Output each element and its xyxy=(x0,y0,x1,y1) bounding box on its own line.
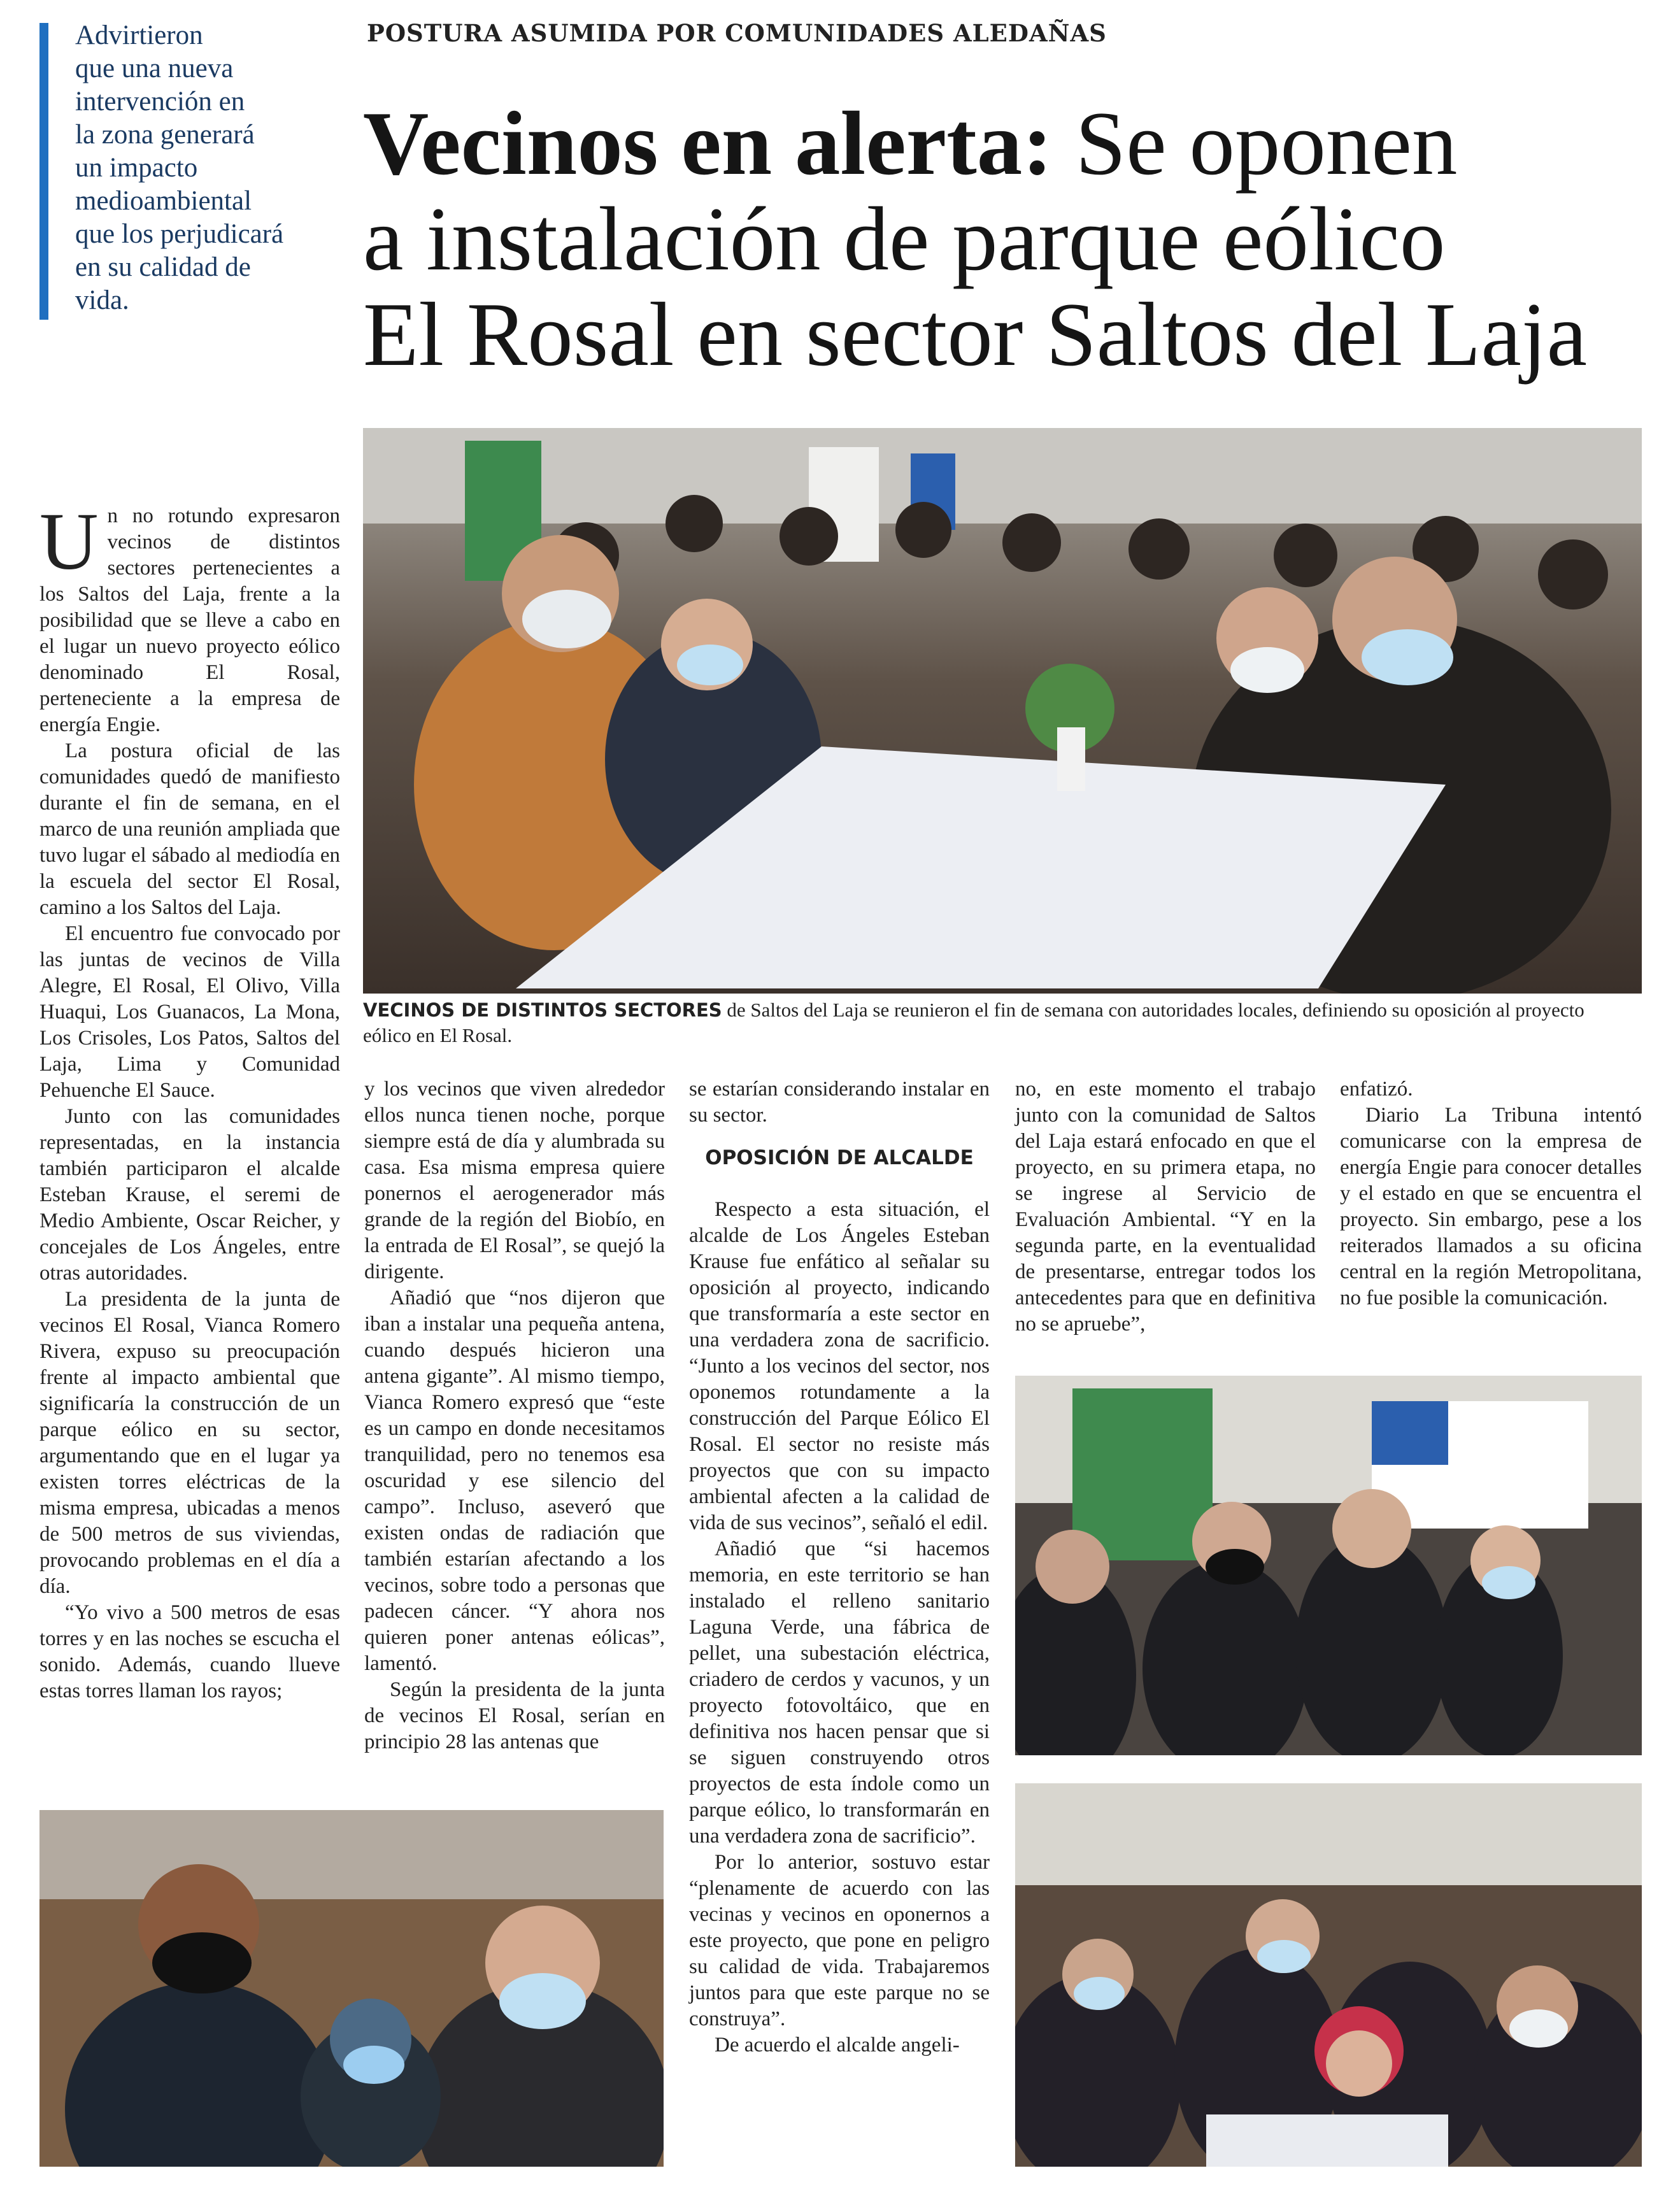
col4-paragraph-1: no, en este momento el trabajo junto con la comunidad de Saltos del Laja estará enfocado en que el proyecto, en su primera etapa, no se ingrese al Servicio de Evaluación Ambiental. “Y en la segunda parte, en la eventualidad de presentarse, entregar todos los antecedentes para que en definitiva no se apruebe”, xyxy=(1015,1078,1316,1336)
column-5 xyxy=(1340,1076,1642,1363)
column-4 xyxy=(1015,1076,1316,1363)
caption-text: de Saltos del Laja se reunieron el fin de semana con autoridades locales, definiendo su oposición al proyecto eólico en El Rosal. xyxy=(363,999,1584,1046)
headline-line-3: El Rosal en sector Saltos del Laja xyxy=(363,284,1588,385)
col3-paragraph-1: se estarían considerando instalar en su sector. xyxy=(689,1078,990,1127)
col1-paragraph-1-text: n no rotundo expresaron vecinos de distintos sectores pertenecientes a los Saltos del Laja, frente a la posibilidad que se lleve a cabo en el lugar un nuevo proyecto eólico denominado El Rosal, perteneciente a la empresa de energía Engie. xyxy=(39,504,340,736)
column-2 xyxy=(364,1076,665,1790)
col1-paragraph-5: La presidenta de la junta de vecinos El Rosal, Vianca Romero Rivera, expuso su preocupación frente al impacto ambiental que significaría la construcción de un parque eólico en su sector, argumentando que en el lugar ya existen torres eléctricas de la misma empresa, ubicadas a menos de 500 metros de sus viviendas, provocando problemas en el día a día. xyxy=(39,1288,340,1598)
col1-paragraph-3: El encuentro fue convocado por las juntas de vecinos de Villa Alegre, El Rosal, El Olivo, Villa Huaqui, Los Guanacos, La Mona, Los Crisoles, Los Patos, Saltos del Laja, Lima y Comunidad Pehuenche El Sauce. xyxy=(39,922,340,1102)
col1-paragraph-2: La postura oficial de las comunidades quedó de manifiesto durante el fin de semana, en el marco de una reunión ampliada que tuvo lugar el sábado al mediodía en la escuela del sector El Rosal, camino a los Saltos del Laja. xyxy=(39,739,340,919)
photo-bottom-left xyxy=(39,1810,664,2167)
col2-paragraph-2: Añadió que “nos dijeron que iban a instalar una pequeña antena, cuando después hicieron una antena gigante”. Al mismo tiempo, Vianca Romero expresó que “este es un campo en donde necesitamos tranquilidad, pero no tenemos esa oscuridad y ese silencio del campo”. Incluso, aseveró que existen ondas de radiación que también estarían afectando a los vecinos, sobre todo a personas que padecen cáncer. “Y ahora nos quieren poner antenas eólicas”, lamentó. xyxy=(364,1287,665,1675)
col1-paragraph-4: Junto con las comunidades representadas, en la instancia también participaron el alcalde Esteban Krause, el seremi de Medio Ambiente, Oscar Reicher, y concejales de Los Ángeles, entre otras autoridades. xyxy=(39,1105,340,1285)
col2-paragraph-3: Según la presidenta de la junta de vecinos El Rosal, serían en principio 28 las antenas que xyxy=(364,1678,665,1753)
col1-paragraph-1 xyxy=(39,496,340,738)
headline-line-1-rest: Se oponen xyxy=(1052,93,1458,194)
headline-line-1 xyxy=(363,93,1662,194)
caption-lead: VECINOS DE DISTINTOS SECTORES xyxy=(363,999,722,1021)
col2-paragraph-1: y los vecinos que viven alrededor ellos nunca tienen noche, porque siempre está de día y alumbrada su casa. Esa misma empresa quiere ponernos el aerogenerador más grande de la región del Biobío, en la entrada de El Rosal”, se quejó la dirigente. xyxy=(364,1078,665,1283)
column-1 xyxy=(39,496,340,1790)
col5-paragraph-1: enfatizó. xyxy=(1340,1078,1413,1101)
headline-lead: Vecinos en alerta: xyxy=(363,93,1053,194)
pull-quote-bar xyxy=(39,23,48,320)
headline-line-2: a instalación de parque eólico xyxy=(363,189,1446,289)
col5-paragraph-2: Diario La Tribuna intentó comunicarse con la empresa de energía Engie para conocer detalles y el estado en que se encuentra el proyecto. Sin embargo, pese a los reiterados llamados a su oficina central en la región Metropolitana, no fue posible la comunicación. xyxy=(1340,1104,1642,1309)
col3-paragraph-4: Por lo anterior, sostuvo estar “plenamente de acuerdo con las vecinas y vecinos en oponernos a este proyecto, que pone en peligro su calidad de vida. Trabajaremos juntos para que este parque no se construya”. xyxy=(689,1851,990,2030)
col3-paragraph-5: De acuerdo el alcalde angeli- xyxy=(715,2034,960,2057)
kicker: POSTURA ASUMIDA POR COMUNIDADES ALEDAÑAS xyxy=(367,19,1107,47)
headline xyxy=(363,93,1662,385)
photo-right-top xyxy=(1015,1376,1642,1755)
drop-cap: U xyxy=(39,496,99,587)
main-photo xyxy=(363,428,1642,994)
col3-paragraph-3: Añadió que “si hacemos memoria, en este territorio se han instalado el relleno sanitario Laguna Verde, una fábrica de pellet, una subestación eléctrica, criadero de cerdos y vacunos, y un proyecto fotovoltáico, que en definitiva nos hacen pensar que si se siguen construyendo otros proyectos de esta índole como un parque eólico, lo transformarán en una verdadera zona de sacrificio”. xyxy=(689,1537,990,1848)
photo-caption xyxy=(363,997,1637,1048)
col3-paragraph-2: Respecto a esta situación, el alcalde de Los Ángeles Esteban Krause fue enfático al señalar su oposición al proyecto, indicando que transformaría a este sector en una verdadera zona de sacrificio. “Junto a los vecinos del sector, nos oponemos rotundamente a la construcción del Parque Eólico El Rosal. El sector no resiste más proyectos que con su impacto ambiental afecten a la calidad de vida de sus vecinos”, señaló el edil. xyxy=(689,1198,990,1534)
subhead-oposicion: OPOSICIÓN DE ALCALDE xyxy=(705,1146,974,1169)
pull-quote: Advirtieron que una nueva intervención en la zona generará un impacto medioambiental que los perjudicará en su calidad de vida. xyxy=(75,20,284,315)
col1-paragraph-6: “Yo vivo a 500 metros de esas torres y en las noches se escucha el sonido. Además, cuando llueve estas torres llaman los rayos; xyxy=(39,1601,340,1702)
column-3 xyxy=(689,1076,990,2172)
photo-right-bottom xyxy=(1015,1783,1642,2167)
